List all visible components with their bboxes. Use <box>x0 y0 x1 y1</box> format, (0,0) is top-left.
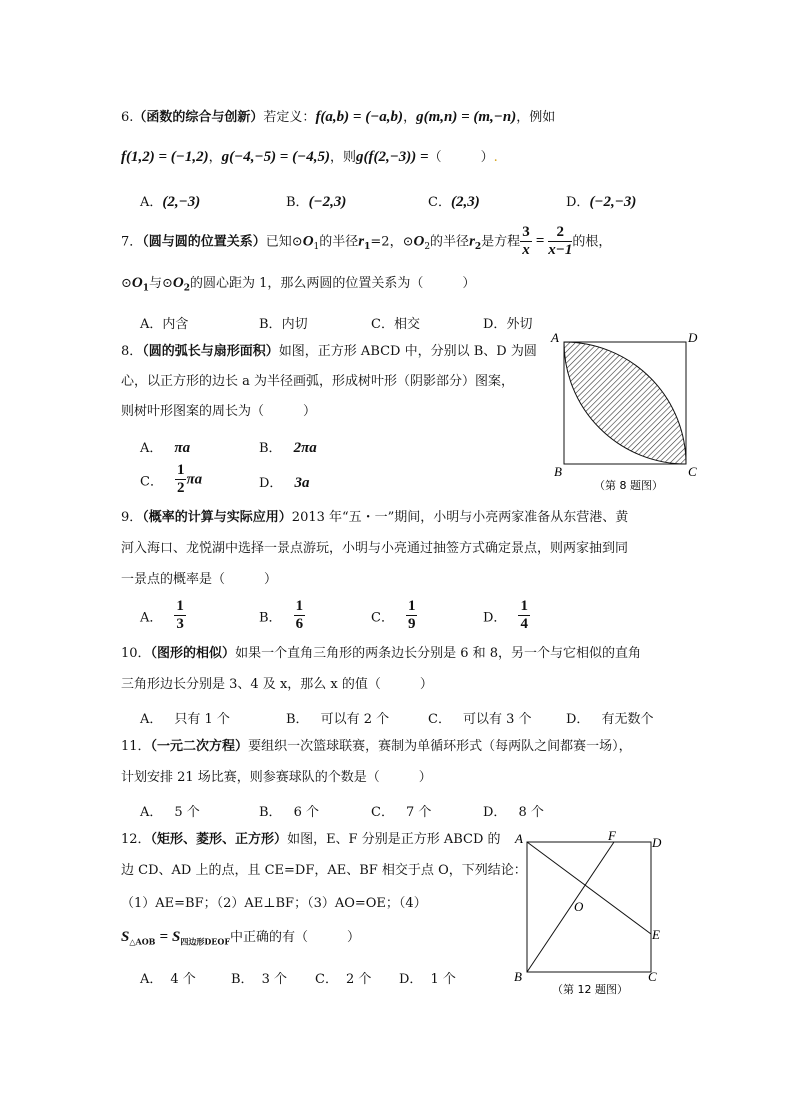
option-label: A． <box>140 441 163 456</box>
option-label: A． <box>140 712 163 727</box>
q12-label-o: O <box>574 899 584 914</box>
q8-text-1: 如图，正方形 ABCD 中，分别以 B、D 为圆 <box>278 344 537 359</box>
option-value: 内切 <box>281 317 308 332</box>
q12-option-a <box>140 968 196 987</box>
option-value: 1 个 <box>430 972 456 987</box>
q9-text-1: 2013 年“五・一”期间，小明与小亮两家准备从东营港、黄 <box>291 510 629 525</box>
q7-r1-sub: 1 <box>364 241 371 252</box>
q8-option-a <box>140 437 190 457</box>
q10-line2 <box>121 677 433 693</box>
option-value: (−2,−3) <box>589 194 637 210</box>
q9-line2 <box>121 541 628 557</box>
q9-number: 9． <box>121 510 143 525</box>
q6-line2 <box>121 148 498 166</box>
q8-line2 <box>121 374 514 390</box>
option-label: A． <box>140 317 163 332</box>
option-fraction <box>174 598 186 634</box>
q8-topic: （圆的弧长与扇形面积） <box>142 344 279 359</box>
option-fraction <box>518 598 530 634</box>
option-label: D． <box>483 610 507 626</box>
fraction-numerator: 1 <box>518 598 530 616</box>
option-label: D． <box>566 195 590 210</box>
q10-option-c <box>428 708 532 727</box>
q10-number: 10． <box>121 646 151 661</box>
option-value: 7 个 <box>405 805 432 820</box>
q8-line3 <box>121 404 316 420</box>
q6-example-2: g(−4,−5) = (−4,5) <box>221 149 330 165</box>
q8-figure <box>548 330 708 498</box>
q6-dot: . <box>493 150 498 165</box>
q10-text-2: 三角形边长分别是 3、4 及 x，那么 x 的值（ ） <box>121 677 433 692</box>
q7-o2-sub: 2 <box>424 241 431 252</box>
q12-s-right-sub: 四边形DEOF <box>180 936 231 947</box>
q6-text-c: ，则 <box>329 150 356 165</box>
q6-topic: （函数的综合与创新） <box>133 110 264 125</box>
q7-text-4: 的半径 <box>430 234 470 250</box>
option-label: B． <box>259 805 282 820</box>
option-label: B． <box>286 195 309 210</box>
option-value: 3 个 <box>261 972 287 987</box>
q12-figure <box>510 828 670 1000</box>
q8-caption: （第 8 题图） <box>594 479 663 492</box>
q7-l2-text: 与⊙ <box>149 276 173 291</box>
q8-label-c: C <box>688 464 697 479</box>
option-value: 3a <box>294 475 310 491</box>
q8-leaf-shape <box>564 342 686 464</box>
q11-text-2: 计划安排 21 场比赛，则参赛球队的个数是（ ） <box>121 770 432 785</box>
q12-s-left: S <box>121 929 130 945</box>
fraction-denominator: 3 <box>176 616 184 633</box>
q12-text-2: 边 CD、AD 上的点，且 CE=DF，AE、BF 相交于点 O，下列结论： <box>121 863 527 878</box>
q11-text-1: 要组织一次篮球联赛，赛制为单循环形式（每两队之间都赛一场）， <box>248 739 632 754</box>
option-label: C． <box>140 474 163 490</box>
fraction-numerator: 2 <box>548 224 572 242</box>
fraction-numerator: 1 <box>174 598 186 616</box>
q12-line3 <box>121 896 427 912</box>
option-value: (2,−3) <box>162 194 201 210</box>
q12-text-1: 如图，E、F 分别是正方形 ABCD 的 <box>287 832 501 847</box>
q11-option-d <box>483 801 544 820</box>
q12-label-e: E <box>652 927 660 942</box>
q7-text-2: 的半径 <box>319 234 359 250</box>
q12-label-c: C <box>648 969 657 984</box>
q7-option-c <box>371 313 420 332</box>
q9-option-a <box>140 598 186 634</box>
q7-topic: （圆与圆的位置关系） <box>142 234 266 250</box>
q9-option-b <box>259 598 305 634</box>
q8-option-b <box>259 437 317 457</box>
q7-o1: O <box>302 233 314 250</box>
q6-comma: ， <box>403 110 417 125</box>
q7-l2-text-2: 的圆心距为 1，那么两圆的位置关系为（ ） <box>190 276 476 291</box>
q7-fraction-1 <box>520 224 532 260</box>
q7-text-6: 的根， <box>572 234 612 250</box>
q6-ask: g(f(2,−3)) = <box>355 149 429 165</box>
option-label: D． <box>483 317 507 332</box>
option-label: B． <box>259 317 282 332</box>
fraction-denominator: 4 <box>520 616 528 633</box>
q6-text: 若定义： <box>263 110 316 125</box>
q6-option-b <box>286 191 346 211</box>
q7-line1 <box>121 224 611 260</box>
q7-o2: O <box>413 233 425 250</box>
q8-label-a: A <box>551 330 559 345</box>
q12-option-d <box>399 968 456 987</box>
q12-s-right: S <box>172 929 181 945</box>
option-value: πa <box>174 440 191 456</box>
q9-topic: （概率的计算与实际应用） <box>142 510 292 525</box>
q6-number: 6. <box>121 110 134 125</box>
q6-example-1: f(1,2) = (−1,2) <box>121 149 209 165</box>
q6-option-d <box>566 191 636 211</box>
option-label: D． <box>399 972 423 987</box>
q11-option-b <box>259 801 319 820</box>
q7-l2-o2: O <box>172 275 184 291</box>
q12-text-4: 中正确的有（ ） <box>230 930 361 945</box>
q12-topic: （矩形、菱形、正方形） <box>150 832 288 847</box>
option-label: D． <box>566 712 590 727</box>
option-label: C． <box>371 317 394 332</box>
q8-number: 8． <box>121 344 143 359</box>
q7-line2 <box>121 274 475 294</box>
q12-option-b <box>231 968 287 987</box>
q12-s-left-sub: △AOB <box>129 936 156 947</box>
q8-label-d: D <box>688 330 698 345</box>
q12-equals: = <box>159 929 168 945</box>
q12-option-c <box>315 968 371 987</box>
option-value: πa <box>186 471 203 488</box>
option-value: (2,3) <box>450 194 480 210</box>
option-label: C． <box>371 805 394 820</box>
option-label: A． <box>140 195 163 210</box>
option-value: 6 个 <box>293 805 319 820</box>
q10-line1 <box>121 646 641 662</box>
option-value: 2πa <box>293 440 317 456</box>
q11-topic: （一元二次方程） <box>150 739 249 754</box>
q6-paren: （ ） <box>428 150 494 165</box>
option-value: 内含 <box>162 317 189 332</box>
q12-label-d: D <box>652 835 662 850</box>
q11-line2 <box>121 770 432 786</box>
option-label: A． <box>140 610 163 626</box>
q10-text-1: 如果一个直角三角形的两条边长分别是 6 和 8，另一个与它相似的直角 <box>235 646 642 661</box>
option-label: A． <box>140 972 163 987</box>
q7-equals: = <box>535 233 545 250</box>
fraction-denominator: x−1 <box>548 242 573 259</box>
option-label: C． <box>315 972 338 987</box>
q6-g-definition: g(m,n) = (m,−n) <box>416 109 517 125</box>
option-label: B． <box>259 441 282 456</box>
q6-option-a <box>140 191 200 211</box>
q7-l2-circle: ⊙ <box>121 276 132 291</box>
q12-segment-ae <box>527 842 651 934</box>
q12-segment-bf <box>527 842 614 972</box>
option-label: C． <box>428 195 451 210</box>
q8-text-2: 心，以正方形的边长 a 为半径画弧，形成树叶形（阴影部分）图案， <box>121 374 515 389</box>
q7-text-3: =2，⊙ <box>370 234 414 250</box>
option-value: 可以有 3 个 <box>462 712 532 727</box>
q7-l2-o2-sub: 2 <box>183 283 191 294</box>
fraction-denominator: 6 <box>295 616 304 633</box>
q8-option-c <box>140 462 202 498</box>
q7-text-5: 是方程 <box>481 234 521 250</box>
option-fraction <box>406 598 418 634</box>
q6-text-b: ，例如 <box>516 110 556 125</box>
fraction-numerator: 3 <box>520 224 532 242</box>
option-value: 相交 <box>393 317 420 332</box>
q7-text: 已知⊙ <box>265 234 303 250</box>
q10-option-d <box>566 708 653 727</box>
option-label: A． <box>140 805 163 820</box>
q10-topic: （图形的相似） <box>150 646 236 661</box>
option-label: C． <box>428 712 451 727</box>
q9-text-2: 河入海口、龙悦湖中选择一景点游玩，小明与小亮通过抽签方式确定景点，则两家抽到同 <box>121 541 629 556</box>
fraction-denominator: x <box>522 242 530 259</box>
fraction-numerator: 1 <box>294 598 306 616</box>
option-fraction <box>175 462 187 498</box>
q8-text-3: 则树叶形图案的周长为（ ） <box>121 404 317 419</box>
q8-label-b: B <box>554 464 562 479</box>
q7-option-a <box>140 313 188 332</box>
q12-number: 12． <box>121 832 151 847</box>
q7-l2-o1-sub: 1 <box>142 283 150 294</box>
q7-r2-sub: 2 <box>474 241 482 252</box>
option-value: 外切 <box>506 317 533 332</box>
q10-option-b <box>286 708 389 727</box>
option-value: 8 个 <box>518 805 544 820</box>
q7-fraction-2 <box>548 224 572 260</box>
fraction-numerator: 1 <box>406 598 418 616</box>
option-value: 4 个 <box>170 972 196 987</box>
q9-line1 <box>121 510 628 526</box>
q7-r2: r <box>469 233 475 250</box>
q7-o1-sub: 1 <box>313 241 320 252</box>
q8-option-d <box>259 472 309 492</box>
q12-line4 <box>121 928 360 947</box>
option-label: B． <box>231 972 254 987</box>
option-label: C． <box>371 610 394 626</box>
q6-option-c <box>428 191 480 211</box>
q7-l2-o1: O <box>131 275 143 291</box>
option-value: 2 个 <box>345 972 372 987</box>
option-label: D． <box>483 805 507 820</box>
q6-f-definition: f(a,b) = (−a,b) <box>315 109 404 125</box>
q12-line1 <box>121 832 501 848</box>
q12-square <box>527 842 651 972</box>
fraction-denominator: 2 <box>176 480 185 497</box>
option-value: 只有 1 个 <box>174 712 230 727</box>
fraction-denominator: 9 <box>407 616 416 633</box>
q7-option-d <box>483 313 532 332</box>
option-label: D． <box>259 476 283 491</box>
q11-option-c <box>371 801 431 820</box>
q9-text-3: 一景点的概率是（ ） <box>121 572 278 587</box>
option-label: B． <box>286 712 309 727</box>
q12-line2 <box>121 863 527 879</box>
q6-line1 <box>121 108 555 126</box>
q7-option-b <box>259 313 308 332</box>
q9-line3 <box>121 572 277 588</box>
option-value: 5 个 <box>174 805 200 820</box>
q11-option-a <box>140 801 200 820</box>
option-value: (−2,3) <box>308 194 347 210</box>
q9-option-c <box>371 598 417 634</box>
q12-label-f: F <box>608 828 616 843</box>
q12-text-3: （1）AE=BF；（2）AE⊥BF；（3）AO=OE；（4） <box>121 896 427 911</box>
q7-r1: r <box>358 233 365 250</box>
q10-option-a <box>140 708 230 727</box>
q11-number: 11． <box>121 739 151 754</box>
q9-option-d <box>483 598 530 634</box>
option-fraction <box>294 598 306 634</box>
q11-line1 <box>121 739 632 755</box>
q7-number: 7． <box>121 234 143 250</box>
option-value: 可以有 2 个 <box>320 712 390 727</box>
q12-caption: （第 12 题图） <box>552 983 628 996</box>
q12-label-b: B <box>514 969 522 984</box>
q12-label-a: A <box>515 831 523 846</box>
q6-comma-2: ， <box>208 150 222 165</box>
q8-line1 <box>121 344 537 360</box>
fraction-numerator: 1 <box>175 462 187 480</box>
option-label: B． <box>259 610 282 626</box>
option-value: 有无数个 <box>601 712 654 727</box>
